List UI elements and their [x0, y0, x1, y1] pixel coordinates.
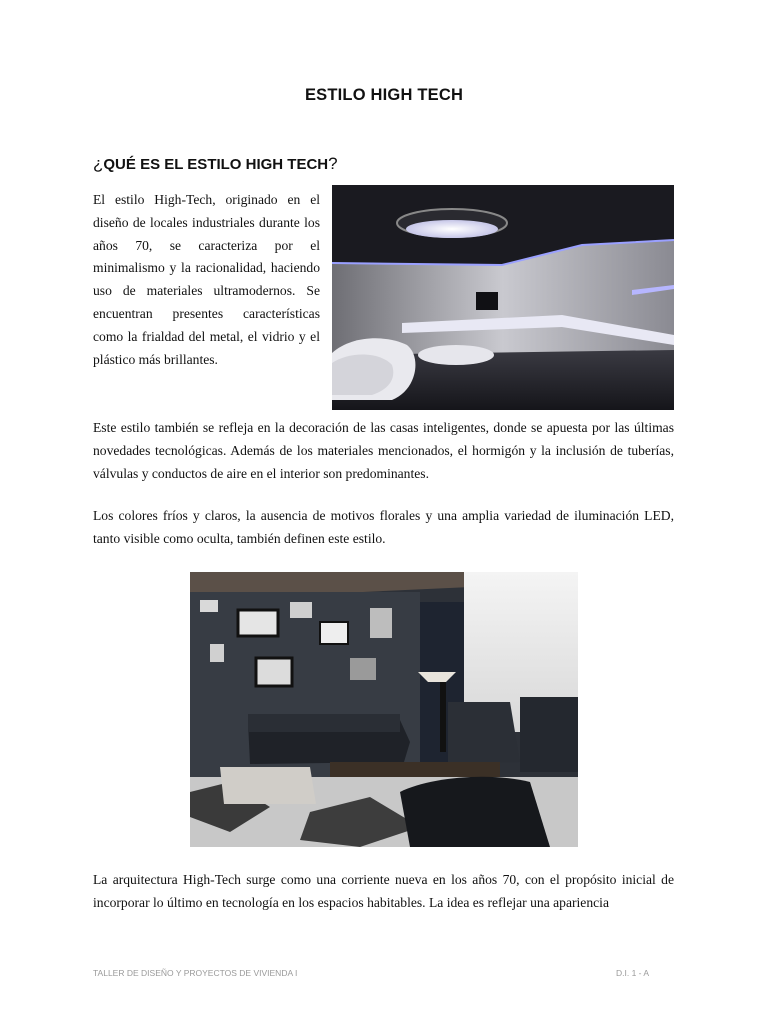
- paragraph-intro: El estilo High-Tech, originado en el diseño de locales industriales durante los años 70, se caracteriza por el minimalismo y la racionalidad, haciendo uso de materiales ultramodernos. Se encuentran presentes características como la frialdad del metal, el vidrio y el plástico más brillantes.: [93, 192, 320, 367]
- footer-course-name: TALLER DE DISEÑO Y PROYECTOS DE VIVIENDA I: [93, 968, 298, 978]
- paragraph-architecture: La arquitectura High-Tech surge como una corriente nueva en los años 70, con el propósito inicial de incorporar lo último en tecnología en los espacios habitables. La idea es reflejar una apariencia: [93, 872, 674, 910]
- heading-text: QUÉ ES EL ESTILO HIGH TECH: [103, 156, 329, 173]
- document-title: ESTILO HIGH TECH: [304, 86, 464, 104]
- footer-section-code: D.I. 1 - A: [616, 968, 650, 978]
- section-heading: [93, 154, 338, 174]
- dark-living-room-photo: [190, 572, 578, 847]
- heading-open-mark: ¿: [93, 154, 104, 173]
- paragraph-smart-homes: Este estilo también se refleja en la decoración de las casas inteligentes, donde se apuesta por las últimas novedades tecnológicas. Además de los materiales mencionados, el hormigón y la inclusión de tuberías, válvulas y conductos de aire en el interior son predominantes.: [93, 420, 674, 481]
- heading-close-mark: ?: [328, 154, 338, 173]
- paragraph-colors: Los colores fríos y claros, la ausencia de motivos florales y una amplia variedad de iluminación LED, tanto visible como oculta, también definen este estilo.: [93, 508, 674, 546]
- high-tech-room-photo: [332, 185, 674, 410]
